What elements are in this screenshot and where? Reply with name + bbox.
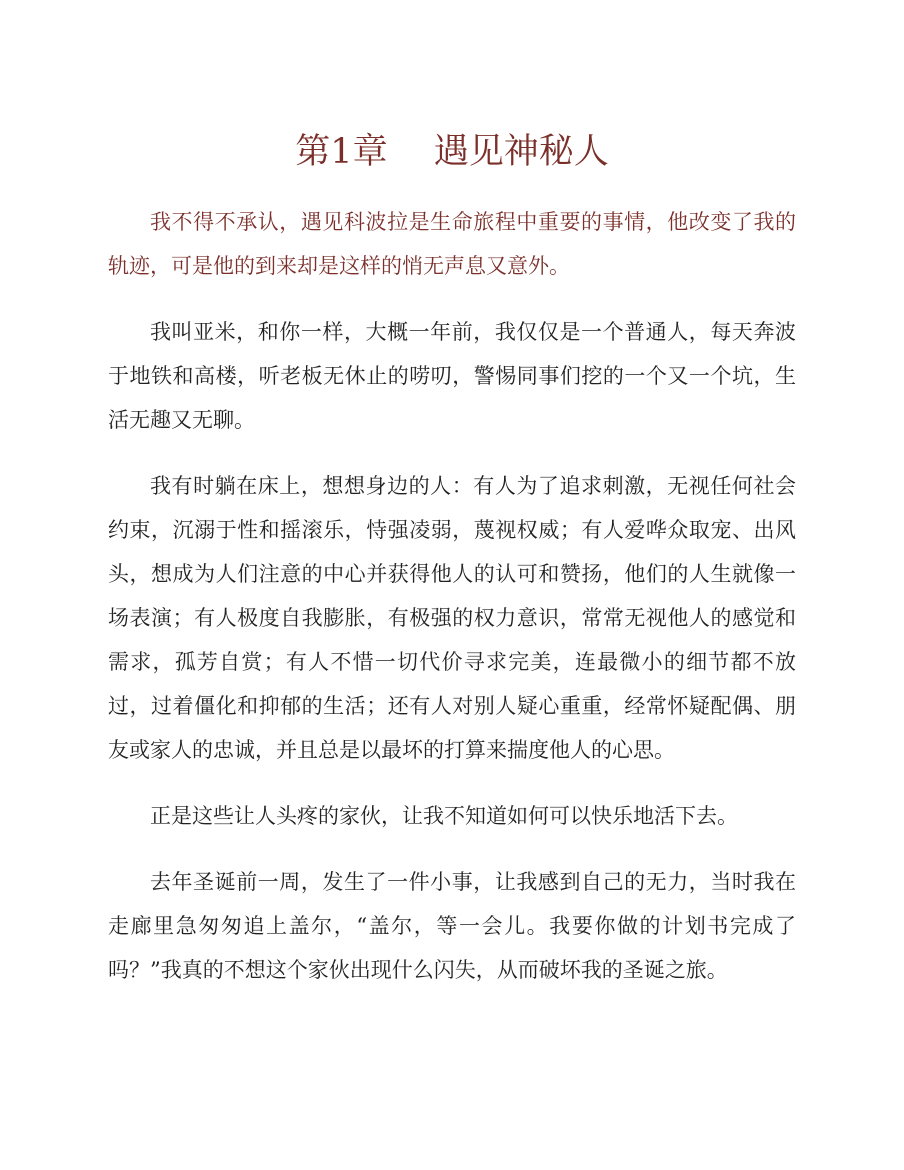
paragraph-2: 我叫亚米，和你一样，大概一年前，我仅仅是一个普通人，每天奔波于地铁和高楼，听老板无休止的唠叨，警惕同事们挖的一个又一个坑，生活无趣又无聊。 — [108, 320, 796, 432]
chapter-title: 第1章 遇见神秘人 — [295, 132, 609, 172]
paragraph-4: 正是这些让人头疼的家伙，让我不知道如何可以快乐地活下去。 — [150, 804, 738, 828]
chapter-body — [108, 200, 796, 1014]
paragraph-3: 我有时躺在床上，想想身边的人：有人为了追求刺激，无视任何社会约束，沉溺于性和摇滚乐，恃强凌弱，蔑视权威；有人爱哗众取宠、出风头，想成为人们注意的中心并获得他人的认可和赞扬，他们的人生就像一场表演；有人极度自我膨胀，有极强的权力意识，常常无视他人的感觉和需求，孤芳自赏；有人不惜一切代价寻求完美，连最微小的细节都不放过，过着僵化和抑郁的生活；还有人对别人疑心重重，经常怀疑配偶、朋友或家人的忠诚，并且总是以最坏的打算来揣度他人的心思。 — [108, 474, 796, 762]
paragraph-1: 我不得不承认，遇见科波拉是生命旅程中重要的事情，他改变了我的轨迹，可是他的到来却是这样的悄无声息又意外。 — [108, 210, 796, 278]
paragraph-5: 去年圣诞前一周，发生了一件小事，让我感到自己的无力，当时我在走廊里急匆匆追上盖尔，“盖尔，等一会儿。我要你做的计划书完成了吗？”我真的不想这个家伙出现什么闪失，从而破坏我的圣诞之旅。 — [108, 870, 796, 982]
